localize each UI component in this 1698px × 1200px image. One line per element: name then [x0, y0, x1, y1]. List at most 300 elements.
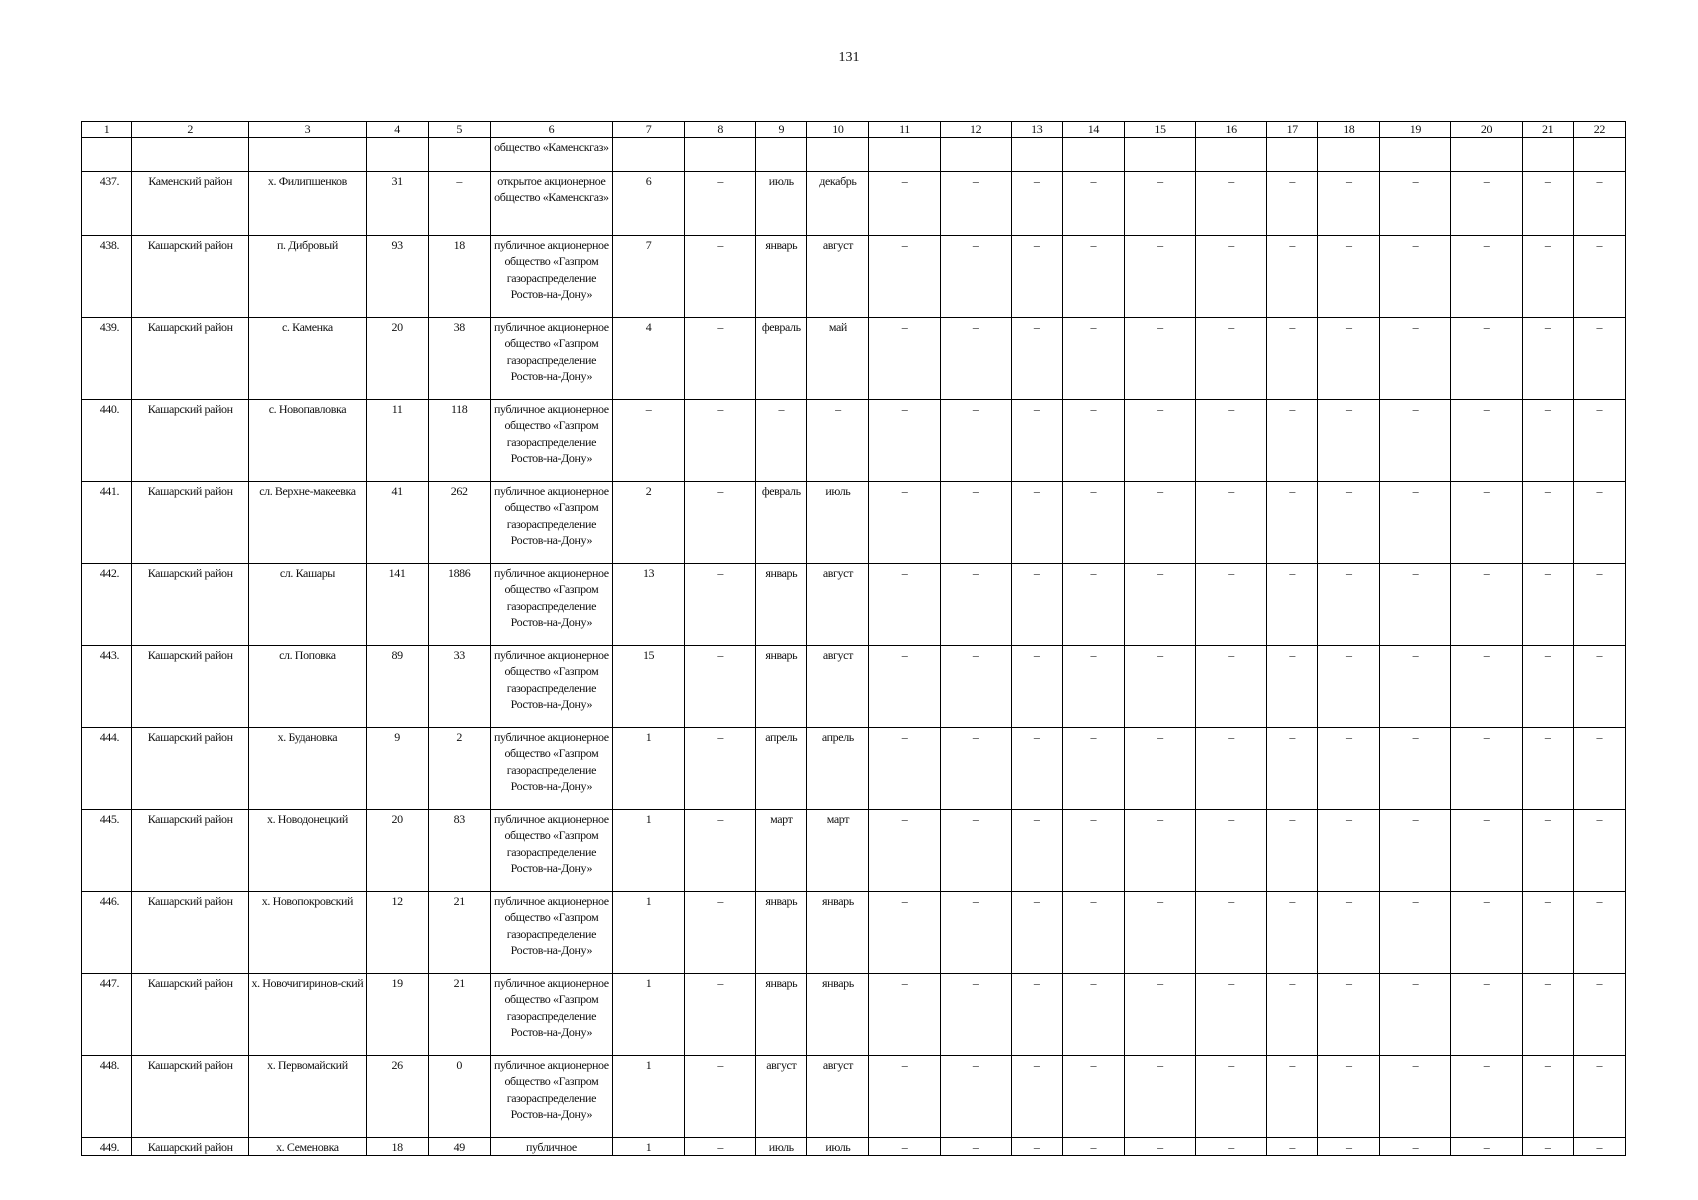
- table-row: [82, 318, 1626, 400]
- table-cell: –: [940, 810, 1011, 892]
- table-cell: 1: [612, 974, 684, 1056]
- table-cell: –: [685, 728, 756, 810]
- column-number-header: 17: [1267, 122, 1318, 138]
- table-cell: –: [940, 1138, 1011, 1156]
- table-cell: –: [1451, 892, 1522, 974]
- table-cell: август: [807, 564, 869, 646]
- table-cell: –: [1011, 728, 1062, 810]
- table-cell: –: [940, 892, 1011, 974]
- table-cell: –: [1380, 810, 1451, 892]
- table-cell: –: [1124, 728, 1195, 810]
- table-cell: х. Семеновка: [249, 1138, 366, 1156]
- column-number-header: 1: [82, 122, 132, 138]
- table-cell: 12: [366, 892, 428, 974]
- column-number-header: 22: [1573, 122, 1625, 138]
- table-cell: –: [1451, 728, 1522, 810]
- table-cell: –: [1380, 236, 1451, 318]
- column-number-header: 16: [1196, 122, 1267, 138]
- table-cell: –: [1573, 172, 1625, 236]
- table-cell: –: [685, 318, 756, 400]
- table-cell: Кашарский район: [132, 236, 249, 318]
- table-cell: [366, 138, 428, 172]
- table-row: [82, 1138, 1626, 1156]
- table-cell: январь: [756, 646, 807, 728]
- table-cell: март: [807, 810, 869, 892]
- table-cell: общество «Каменскгаз»: [490, 138, 612, 172]
- table-cell: [1573, 138, 1625, 172]
- table-cell: –: [1380, 564, 1451, 646]
- table-cell: –: [1451, 810, 1522, 892]
- table-cell: апрель: [807, 728, 869, 810]
- table-cell: март: [756, 810, 807, 892]
- table-cell: 20: [366, 318, 428, 400]
- table-cell: –: [1380, 482, 1451, 564]
- table-cell: –: [1124, 892, 1195, 974]
- table-cell: –: [1451, 172, 1522, 236]
- table-cell: август: [807, 646, 869, 728]
- table-cell: –: [1318, 1056, 1380, 1138]
- table-cell: –: [1451, 1138, 1522, 1156]
- table-cell: Кашарский район: [132, 1056, 249, 1138]
- table-cell: –: [1380, 728, 1451, 810]
- column-number-header: 15: [1124, 122, 1195, 138]
- table-cell: –: [1011, 646, 1062, 728]
- table-cell: 448.: [82, 1056, 132, 1138]
- table-cell: –: [1124, 318, 1195, 400]
- table-cell: –: [1196, 236, 1267, 318]
- table-row: [82, 810, 1626, 892]
- table-cell: 21: [428, 892, 490, 974]
- table-cell: –: [1318, 892, 1380, 974]
- table-cell: июль: [756, 172, 807, 236]
- table-cell: 4: [612, 318, 684, 400]
- table-cell: –: [940, 400, 1011, 482]
- table-cell: публичное акционерное общество «Газпром газораспределение Ростов-на-Дону»: [490, 400, 612, 482]
- table-cell: –: [1380, 892, 1451, 974]
- table-cell: [807, 138, 869, 172]
- column-number-header: 4: [366, 122, 428, 138]
- table-cell: –: [1522, 236, 1573, 318]
- table-cell: –: [1318, 318, 1380, 400]
- table-cell: [1380, 138, 1451, 172]
- table-cell: –: [1124, 810, 1195, 892]
- table-cell: –: [940, 974, 1011, 1056]
- table-cell: –: [1062, 728, 1124, 810]
- table-cell: –: [1522, 810, 1573, 892]
- table-cell: –: [1062, 236, 1124, 318]
- column-number-header: 11: [869, 122, 940, 138]
- table-cell: –: [1011, 172, 1062, 236]
- table-cell: –: [1011, 236, 1062, 318]
- table-cell: –: [685, 974, 756, 1056]
- table-cell: 41: [366, 482, 428, 564]
- table-cell: –: [1380, 1138, 1451, 1156]
- table-cell: [1267, 138, 1318, 172]
- table-cell: –: [1196, 728, 1267, 810]
- table-cell: 443.: [82, 646, 132, 728]
- table-cell: –: [685, 564, 756, 646]
- table-cell: –: [1196, 892, 1267, 974]
- table-cell: Кашарский район: [132, 318, 249, 400]
- table-cell: 38: [428, 318, 490, 400]
- table-cell: Кашарский район: [132, 400, 249, 482]
- table-cell: 31: [366, 172, 428, 236]
- table-cell: –: [1011, 1056, 1062, 1138]
- table-cell: –: [1267, 810, 1318, 892]
- table-cell: –: [1380, 318, 1451, 400]
- table-cell: –: [685, 646, 756, 728]
- table-cell: –: [1196, 564, 1267, 646]
- table-cell: 449.: [82, 1138, 132, 1156]
- table-cell: –: [685, 1056, 756, 1138]
- table-cell: –: [1011, 974, 1062, 1056]
- table-cell: –: [612, 400, 684, 482]
- table-cell: –: [869, 728, 940, 810]
- table-cell: –: [1267, 1138, 1318, 1156]
- column-number-header: 13: [1011, 122, 1062, 138]
- table-cell: –: [1522, 400, 1573, 482]
- table-cell: –: [869, 318, 940, 400]
- table-cell: –: [1124, 1056, 1195, 1138]
- table-row: [82, 236, 1626, 318]
- table-cell: [1011, 138, 1062, 172]
- table-cell: 15: [612, 646, 684, 728]
- table-cell: [1451, 138, 1522, 172]
- table-cell: с. Каменка: [249, 318, 366, 400]
- table-cell: –: [1451, 318, 1522, 400]
- table-cell: –: [685, 400, 756, 482]
- table-cell: –: [685, 482, 756, 564]
- table-cell: [612, 138, 684, 172]
- table-cell: –: [1573, 564, 1625, 646]
- table-cell: публичное акционерное общество «Газпром газораспределение Ростов-на-Дону»: [490, 1056, 612, 1138]
- table-cell: х. Филипшенков: [249, 172, 366, 236]
- table-cell: 1: [612, 1138, 684, 1156]
- column-number-header: 8: [685, 122, 756, 138]
- table-cell: –: [1451, 564, 1522, 646]
- table-cell: х. Новочигиринов-ский: [249, 974, 366, 1056]
- table-cell: –: [1380, 974, 1451, 1056]
- table-cell: [869, 138, 940, 172]
- table-cell: –: [1062, 1138, 1124, 1156]
- table-cell: –: [869, 564, 940, 646]
- table-cell: –: [1062, 892, 1124, 974]
- table-cell: –: [1196, 646, 1267, 728]
- table-cell: публичное акционерное общество «Газпром газораспределение Ростов-на-Дону»: [490, 646, 612, 728]
- table-cell: –: [869, 172, 940, 236]
- table-cell: 445.: [82, 810, 132, 892]
- table-cell: 49: [428, 1138, 490, 1156]
- table-cell: –: [756, 400, 807, 482]
- table-cell: –: [1522, 1056, 1573, 1138]
- table-cell: [756, 138, 807, 172]
- table-row: [82, 892, 1626, 974]
- table-cell: х. Будановка: [249, 728, 366, 810]
- table-cell: 2: [428, 728, 490, 810]
- table-cell: –: [940, 236, 1011, 318]
- table-cell: –: [1318, 1138, 1380, 1156]
- table-cell: –: [1062, 1056, 1124, 1138]
- table-cell: –: [1451, 646, 1522, 728]
- table-cell: [132, 138, 249, 172]
- table-cell: –: [1196, 482, 1267, 564]
- table-cell: –: [1196, 1056, 1267, 1138]
- table-cell: –: [1062, 318, 1124, 400]
- table-cell: –: [1124, 482, 1195, 564]
- table-cell: –: [1011, 810, 1062, 892]
- table-cell: сл. Поповка: [249, 646, 366, 728]
- table-cell: х. Новодонецкий: [249, 810, 366, 892]
- table-cell: –: [1380, 400, 1451, 482]
- column-number-header: 20: [1451, 122, 1522, 138]
- column-number-header: 7: [612, 122, 684, 138]
- table-cell: –: [1124, 400, 1195, 482]
- table-cell: –: [685, 810, 756, 892]
- table-cell: –: [1451, 482, 1522, 564]
- table-cell: публичное акционерное общество «Газпром газораспределение Ростов-на-Дону»: [490, 482, 612, 564]
- table-cell: 1: [612, 810, 684, 892]
- table-cell: –: [1011, 482, 1062, 564]
- table-cell: [82, 138, 132, 172]
- table-cell: –: [1011, 564, 1062, 646]
- table-cell: –: [1318, 810, 1380, 892]
- table-cell: –: [1318, 172, 1380, 236]
- table-cell: –: [1451, 236, 1522, 318]
- table-cell: –: [1451, 974, 1522, 1056]
- table-cell: –: [1522, 318, 1573, 400]
- table-cell: –: [1451, 400, 1522, 482]
- column-number-header: 12: [940, 122, 1011, 138]
- table-cell: 2: [612, 482, 684, 564]
- table-cell: [1196, 138, 1267, 172]
- table-cell: 1886: [428, 564, 490, 646]
- gasification-table: [81, 121, 1626, 1156]
- table-row: [82, 172, 1626, 236]
- table-cell: август: [756, 1056, 807, 1138]
- table-cell: 26: [366, 1056, 428, 1138]
- table-cell: [685, 138, 756, 172]
- table-cell: 440.: [82, 400, 132, 482]
- column-number-header: 5: [428, 122, 490, 138]
- table-cell: [1062, 138, 1124, 172]
- table-cell: 1: [612, 1056, 684, 1138]
- table-cell: 441.: [82, 482, 132, 564]
- column-number-header: 6: [490, 122, 612, 138]
- column-number-header: 10: [807, 122, 869, 138]
- table-cell: –: [940, 646, 1011, 728]
- table-cell: –: [1522, 974, 1573, 1056]
- table-row: [82, 482, 1626, 564]
- table-cell: –: [940, 318, 1011, 400]
- table-cell: –: [1318, 728, 1380, 810]
- table-cell: п. Дибровый: [249, 236, 366, 318]
- table-cell: июль: [756, 1138, 807, 1156]
- table-cell: –: [1124, 1138, 1195, 1156]
- table-row: [82, 974, 1626, 1056]
- table-cell: январь: [756, 236, 807, 318]
- table-cell: –: [807, 400, 869, 482]
- table-cell: –: [1267, 892, 1318, 974]
- table-cell: июль: [807, 482, 869, 564]
- table-cell: –: [1573, 646, 1625, 728]
- table-row-continuation: [82, 138, 1626, 172]
- table-cell: –: [940, 482, 1011, 564]
- table-cell: –: [1573, 1138, 1625, 1156]
- table-cell: –: [869, 810, 940, 892]
- table-cell: 13: [612, 564, 684, 646]
- table-cell: –: [1318, 646, 1380, 728]
- table-cell: [249, 138, 366, 172]
- table-cell: х. Первомайский: [249, 1056, 366, 1138]
- table-cell: публичное акционерное общество «Газпром газораспределение Ростов-на-Дону»: [490, 810, 612, 892]
- page-number: 131: [838, 50, 860, 65]
- table-cell: август: [807, 1056, 869, 1138]
- table-cell: –: [1124, 974, 1195, 1056]
- table-cell: 18: [366, 1138, 428, 1156]
- table-cell: Кашарский район: [132, 810, 249, 892]
- table-cell: –: [1196, 400, 1267, 482]
- table-cell: –: [1267, 236, 1318, 318]
- table-cell: публичное акционерное общество «Газпром газораспределение Ростов-на-Дону»: [490, 236, 612, 318]
- table-cell: –: [1522, 1138, 1573, 1156]
- table-cell: 11: [366, 400, 428, 482]
- table-cell: –: [1451, 1056, 1522, 1138]
- table-cell: 437.: [82, 172, 132, 236]
- table-row: [82, 646, 1626, 728]
- table-cell: –: [1267, 400, 1318, 482]
- table-cell: 118: [428, 400, 490, 482]
- table-cell: –: [1522, 482, 1573, 564]
- table-cell: –: [685, 236, 756, 318]
- table-cell: –: [869, 236, 940, 318]
- column-number-header: 2: [132, 122, 249, 138]
- table-cell: –: [1573, 1056, 1625, 1138]
- table-cell: 447.: [82, 974, 132, 1056]
- column-number-header: 14: [1062, 122, 1124, 138]
- table-cell: –: [940, 1056, 1011, 1138]
- table-cell: январь: [756, 974, 807, 1056]
- table-cell: Кашарский район: [132, 728, 249, 810]
- table-cell: –: [1196, 318, 1267, 400]
- table-cell: 33: [428, 646, 490, 728]
- table-cell: 438.: [82, 236, 132, 318]
- table-cell: –: [1318, 974, 1380, 1056]
- table-cell: –: [1318, 564, 1380, 646]
- table-cell: 1: [612, 728, 684, 810]
- table-cell: –: [1062, 564, 1124, 646]
- table-cell: х. Новопокровский: [249, 892, 366, 974]
- table-cell: –: [869, 1056, 940, 1138]
- table-cell: –: [1011, 1138, 1062, 1156]
- table-cell: февраль: [756, 318, 807, 400]
- table-cell: 18: [428, 236, 490, 318]
- table-cell: –: [1318, 400, 1380, 482]
- table-cell: 21: [428, 974, 490, 1056]
- table-cell: –: [1267, 172, 1318, 236]
- table-cell: июль: [807, 1138, 869, 1156]
- table-cell: –: [869, 892, 940, 974]
- table-cell: январь: [807, 974, 869, 1056]
- table-cell: –: [1573, 236, 1625, 318]
- table-cell: –: [1267, 728, 1318, 810]
- table-cell: Кашарский район: [132, 892, 249, 974]
- table-cell: 7: [612, 236, 684, 318]
- table-cell: 439.: [82, 318, 132, 400]
- table-cell: –: [1522, 892, 1573, 974]
- table-cell: [940, 138, 1011, 172]
- table-cell: публичное акционерное общество «Газпром газораспределение Ростов-на-Дону»: [490, 318, 612, 400]
- table-cell: 19: [366, 974, 428, 1056]
- table-cell: Кашарский район: [132, 646, 249, 728]
- table-cell: публичное акционерное общество «Газпром газораспределение Ростов-на-Дону»: [490, 892, 612, 974]
- table-cell: –: [1267, 482, 1318, 564]
- table-cell: –: [1124, 172, 1195, 236]
- table-cell: 1: [612, 892, 684, 974]
- table-cell: –: [1196, 172, 1267, 236]
- table-cell: 20: [366, 810, 428, 892]
- table-cell: –: [940, 564, 1011, 646]
- column-number-header: 21: [1522, 122, 1573, 138]
- table-cell: –: [1522, 172, 1573, 236]
- table-cell: –: [1267, 1056, 1318, 1138]
- column-number-header: 19: [1380, 122, 1451, 138]
- table-cell: –: [1062, 974, 1124, 1056]
- table-cell: август: [807, 236, 869, 318]
- table-row: [82, 728, 1626, 810]
- table-cell: февраль: [756, 482, 807, 564]
- table-cell: –: [1267, 564, 1318, 646]
- table-cell: –: [1062, 810, 1124, 892]
- table-cell: Каменский район: [132, 172, 249, 236]
- table-cell: [428, 138, 490, 172]
- table-cell: 446.: [82, 892, 132, 974]
- table-cell: с. Новопавловка: [249, 400, 366, 482]
- table-cell: 262: [428, 482, 490, 564]
- table-cell: –: [1573, 974, 1625, 1056]
- table-cell: –: [428, 172, 490, 236]
- table-cell: –: [1062, 646, 1124, 728]
- table-cell: –: [869, 974, 940, 1056]
- table-cell: –: [1011, 318, 1062, 400]
- table-cell: –: [685, 172, 756, 236]
- table-cell: 444.: [82, 728, 132, 810]
- table-row: [82, 1056, 1626, 1138]
- table-cell: сл. Кашары: [249, 564, 366, 646]
- table-cell: публичное акционерное общество «Газпром газораспределение Ростов-на-Дону»: [490, 974, 612, 1056]
- table-cell: –: [1267, 318, 1318, 400]
- table-cell: [1522, 138, 1573, 172]
- table-cell: –: [1267, 974, 1318, 1056]
- table-cell: –: [1196, 810, 1267, 892]
- table-cell: –: [1573, 892, 1625, 974]
- table-cell: январь: [807, 892, 869, 974]
- table-cell: –: [1380, 646, 1451, 728]
- table-cell: –: [1124, 646, 1195, 728]
- table-cell: –: [1522, 564, 1573, 646]
- table-cell: –: [1573, 318, 1625, 400]
- table-cell: –: [685, 892, 756, 974]
- table-cell: –: [1573, 728, 1625, 810]
- table-cell: –: [1573, 482, 1625, 564]
- column-number-row: [82, 122, 1626, 138]
- table-cell: открытое акционерное общество «Каменскгаз»: [490, 172, 612, 236]
- table-cell: –: [1522, 646, 1573, 728]
- table-row: [82, 564, 1626, 646]
- table-cell: Кашарский район: [132, 1138, 249, 1156]
- table-cell: –: [869, 646, 940, 728]
- table-cell: –: [1196, 974, 1267, 1056]
- table-cell: публичное: [490, 1138, 612, 1156]
